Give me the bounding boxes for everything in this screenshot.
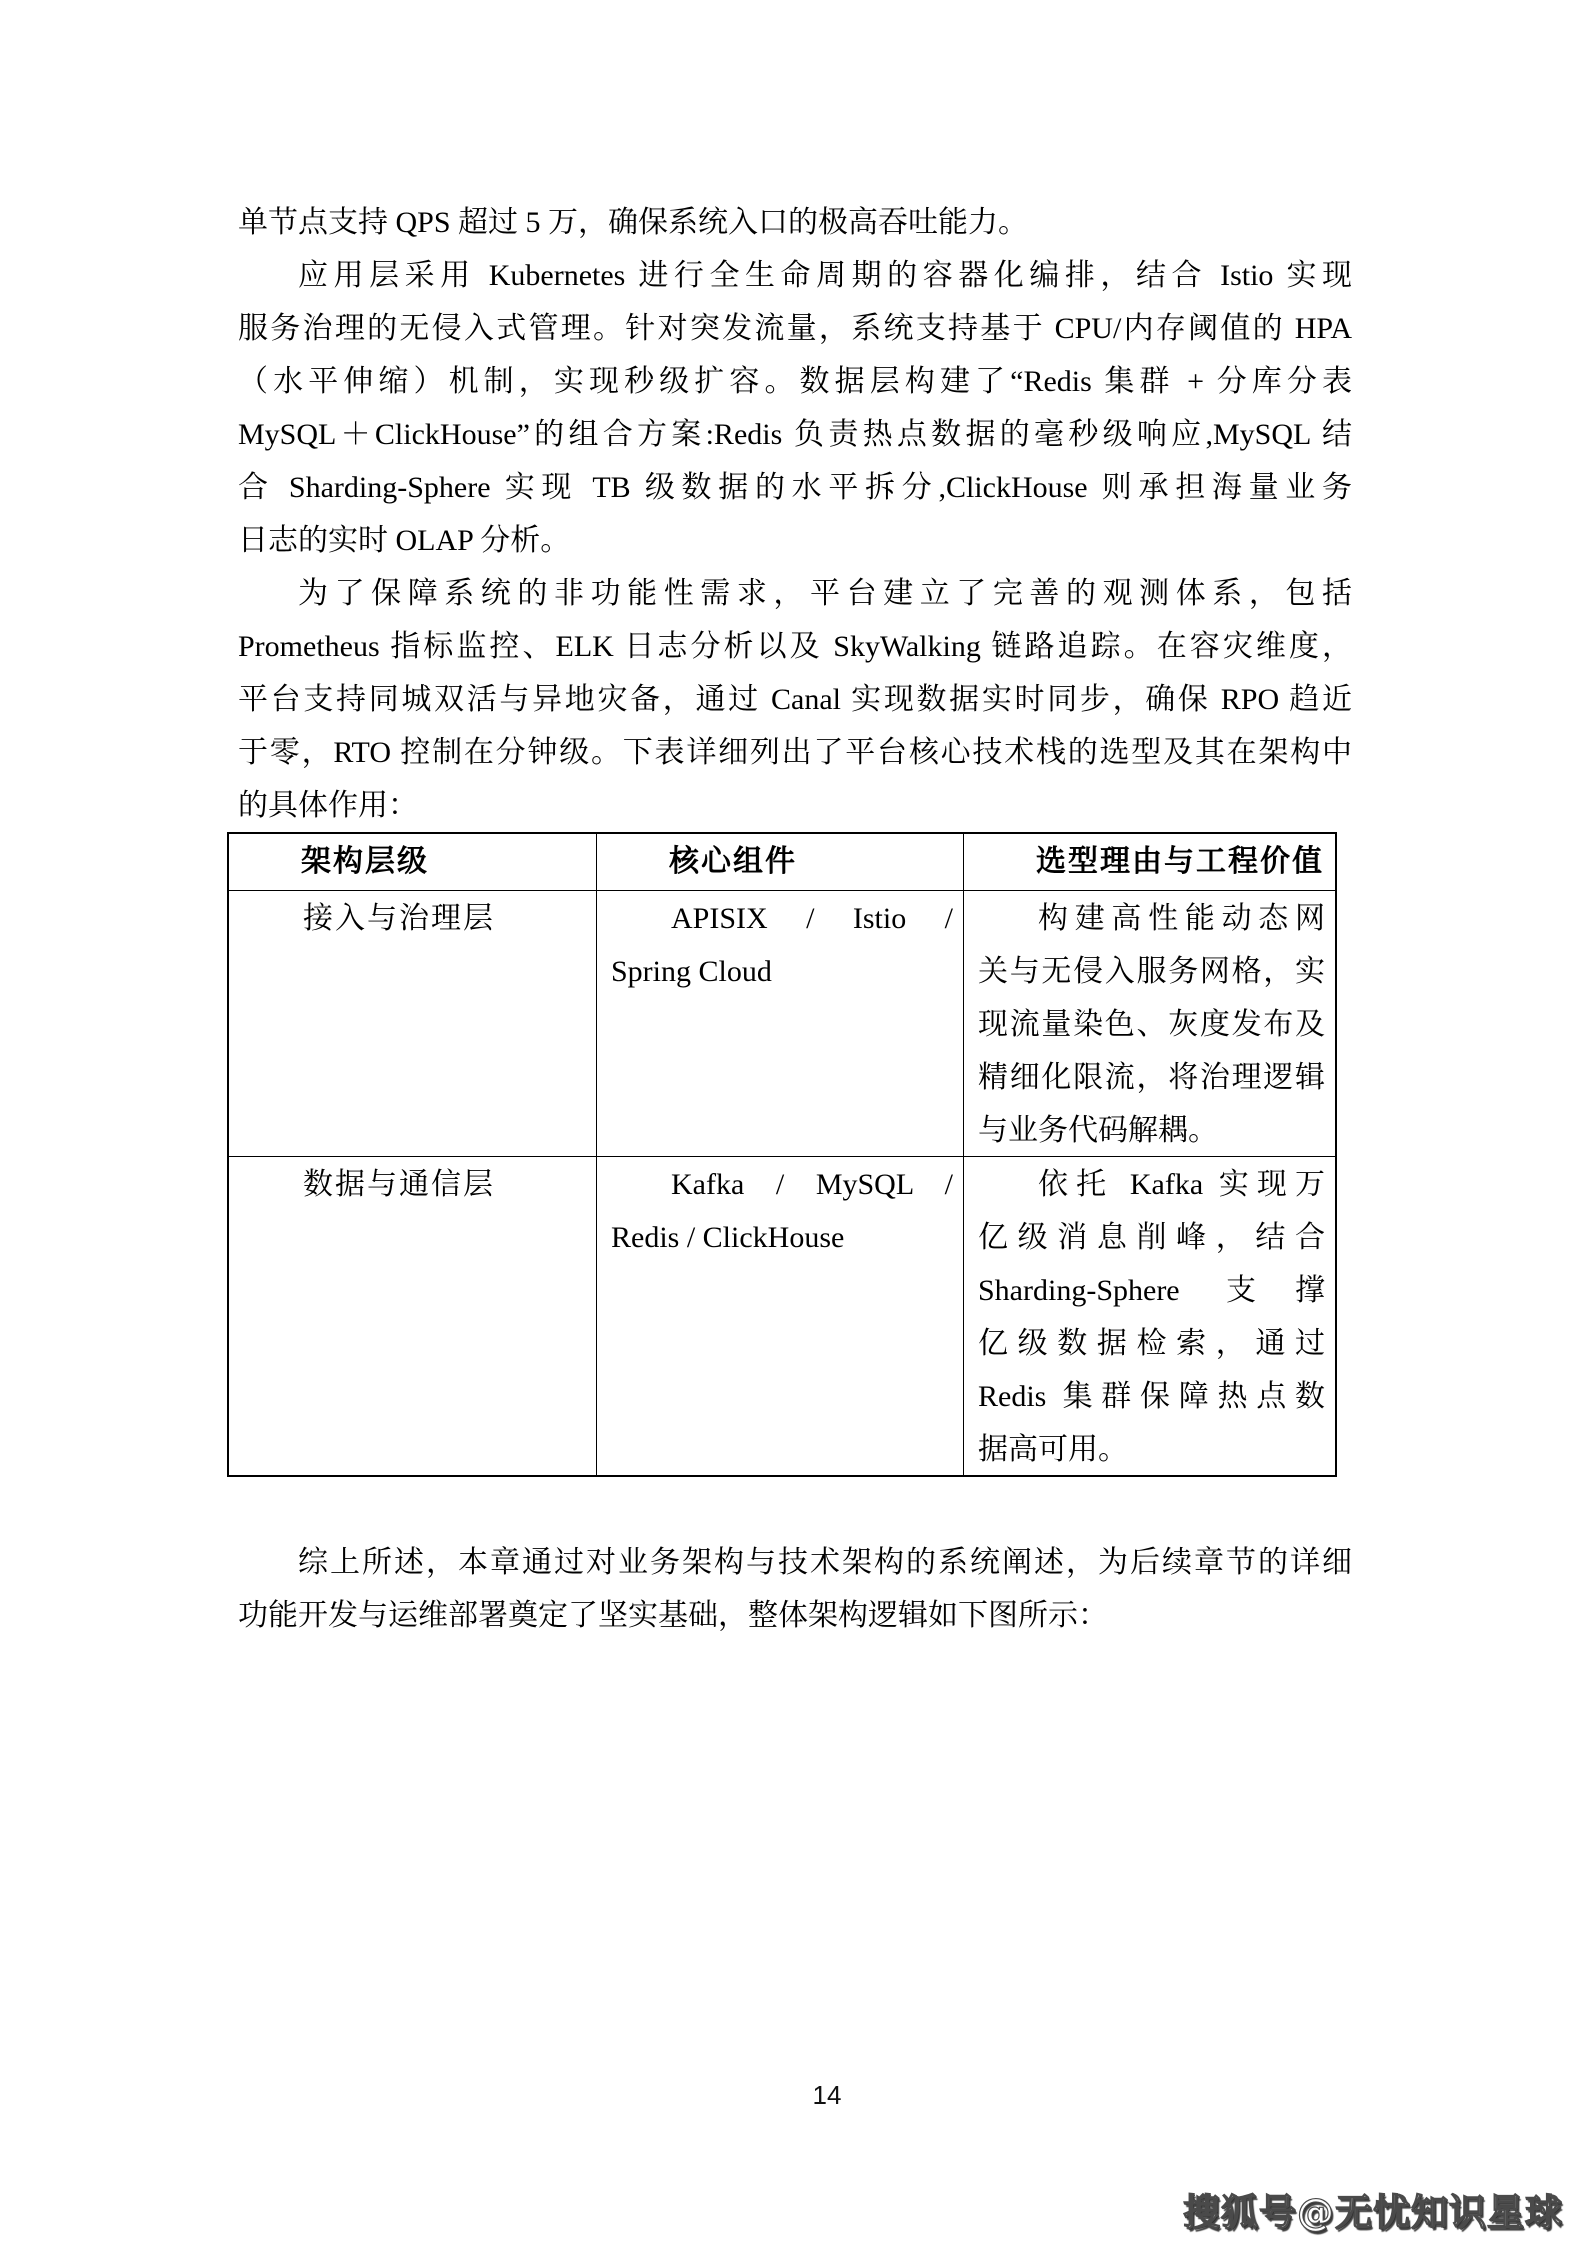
body-line: 功能开发与运维部署奠定了坚实基础，整体架构逻辑如下图所示： <box>238 1599 1108 1632</box>
cell-layer: 数据与通信层 <box>303 1168 495 1201</box>
cell-layer: 接入与治理层 <box>303 902 495 935</box>
body-line: 综上所述，本章通过对业务架构与技术架构的系统阐述，为后续章节的详细 <box>298 1546 1352 1579</box>
body-line: 合 Sharding-Sphere 实现 TB 级数据的水平拆分,ClickHouse 则承担海量业务 <box>238 471 1352 504</box>
watermark-text: 搜狐号@无忧知识星球 <box>1183 2191 1563 2234</box>
body-line: 平台支持同城双活与异地灾备，通过 Canal 实现数据实时同步，确保 RPO 趋近 <box>238 683 1352 716</box>
body-line: （水平伸缩）机制，实现秒级扩容。数据层构建了“Redis 集群 + 分库分表 <box>238 365 1352 398</box>
body-line: 应用层采用 Kubernetes 进行全生命周期的容器化编排，结合 Istio 实现 <box>298 259 1352 292</box>
body-line: 服务治理的无侵入式管理。针对突发流量，系统支持基于 CPU/内存阈值的 HPA <box>238 312 1352 345</box>
table-header-row <box>229 834 1335 891</box>
closing-text-block <box>238 1536 1352 1642</box>
table-row <box>229 1157 1335 1475</box>
page-number: 14 <box>812 2080 842 2110</box>
body-line: 的具体作用： <box>238 789 418 822</box>
table-header-cell-components: 核心组件 <box>596 834 963 890</box>
body-line: Prometheus 指标监控、ELK 日志分析以及 SkyWalking 链路追踪。在容灾维度， <box>238 630 1352 663</box>
cell-rationale: 构建高性能动态网 关与无侵入服务网格，实 现流量染色、灰度发布及 精细化限流，将治理逻辑 与业务代码解耦。 <box>963 891 1335 1156</box>
body-line: 为了保障系统的非功能性需求，平台建立了完善的观测体系，包括 <box>298 577 1352 610</box>
table-header-cell-layer: 架构层级 <box>301 845 429 878</box>
body-line: 日志的实时 OLAP 分析。 <box>238 524 571 557</box>
body-line: 单节点支持 QPS 超过 5 万，确保系统入口的极高吞吐能力。 <box>238 206 1029 239</box>
body-line: 于零，RTO 控制在分钟级。下表详细列出了平台核心技术栈的选型及其在架构中 <box>238 736 1352 769</box>
cell-components: APISIX / Istio / Spring Cloud <box>596 891 963 1156</box>
main-text-block <box>238 196 1352 832</box>
body-line: MySQL＋ClickHouse”的组合方案:Redis 负责热点数据的毫秒级响应,MySQL 结 <box>238 418 1352 451</box>
table-row <box>229 891 1335 1157</box>
cell-components: Kafka / MySQL / Redis / ClickHouse <box>596 1157 963 1475</box>
cell-rationale: 依托 Kafka 实现万 亿级消息削峰，结合 Sharding-Sphere 支撑 亿级数据检索，通过 Redis 集群保障热点数 据高可用。 <box>963 1157 1335 1475</box>
tech-stack-table <box>227 832 1337 1477</box>
table-header-cell-rationale: 选型理由与工程价值 <box>963 834 1335 890</box>
